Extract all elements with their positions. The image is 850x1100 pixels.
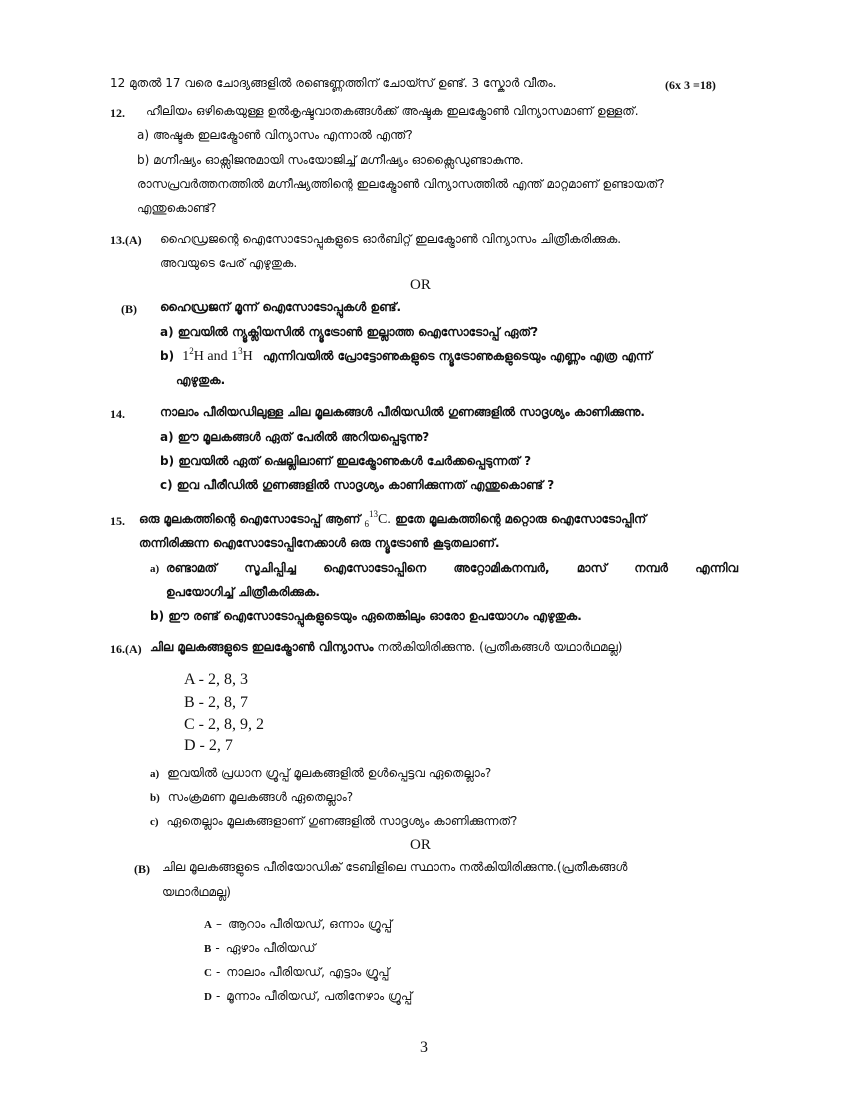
q12-stem: ഹീലിയം ഒഴികെയുള്ള ഉൽകൃഷ്ടവാതകങ്ങൾക്ക് അഷ്ടക ഇലക്ട്രോൺ വിന്യാസമാണ് ഉള്ളത്. <box>146 104 639 118</box>
q15-part-a <box>150 562 167 575</box>
q15-part-b: b) ഈ രണ്ട് ഐസോടോപ്പുകളുടെയും ഏതെങ്കിലും ഓരോ ഉപയോഗം എഴുതുക. <box>150 609 582 623</box>
q12-number: 12. <box>110 106 125 120</box>
q14-part-a: a) ഈ മൂലകങ്ങൾ ഏത് പേരിൽ അറിയപ്പെടുന്നു? <box>160 430 430 444</box>
config-B: B - 2, 8, 7 <box>184 694 248 711</box>
q14-part-c: c) ഇവ പീരീഡിൽ ഗുണങ്ങളിൽ സാദൃശ്യം കാണിക്കുന്നത് എന്തുകൊണ്ട് ? <box>160 478 555 492</box>
q13a-line2: അവയുടെ പേര് എഴുതുക. <box>160 256 298 270</box>
q15-part-a-line2: ഉപയോഗിച്ച് ചിത്രീകരിക്കുക. <box>166 585 320 599</box>
instruction-text: 12 മുതൽ 17 വരെ ചോദ്യങ്ങളിൽ രണ്ടെണ്ണത്തിന് ചോയ്സ് ഉണ്ട്. 3 സ്കോർ വീതം. <box>110 76 557 90</box>
config-A: A - 2, 8, 3 <box>184 671 248 688</box>
q12-part-b-line1: b) മഗ്നീഷ്യം ഓക്സിജനുമായി സംയോജിച്ച് മഗ്നീഷ്യം ഓക്സൈഡുണ്ടാകുന്നു. <box>137 153 524 167</box>
q16a-part-b: b) സംക്രമണ മൂലകങ്ങൾ ഏതെല്ലാം? <box>150 790 354 804</box>
q13a-number: 13.(A) <box>110 233 142 247</box>
q16a-number: 16.(A) <box>110 642 142 656</box>
q14-number: 14. <box>110 407 125 421</box>
q13b-stem: ഹൈഡ്രജന് മൂന്ന് ഐസോടോപ്പുകൾ ഉണ്ട്. <box>160 300 402 314</box>
q14-stem: നാലാം പീരിയഡിലുള്ള ചില മൂലകങ്ങൾ പീരിയഡിൽ ഗുണങ്ങളിൽ സാദൃശ്യം കാണിക്കുന്നു. <box>160 405 645 419</box>
q12-part-b-line2: രാസപ്രവർത്തനത്തിൽ മഗ്നീഷ്യത്തിന്റെ ഇലക്ട്രോൺ വിന്യാസത്തിൽ എന്ത് മാറ്റമാണ് ഉണ്ടായത്? <box>137 177 665 191</box>
q16a-part-a: a) ഇവയിൽ പ്രധാന ഗ്രൂപ്പ് മൂലകങ്ങളിൽ ഉൾപ്പെട്ടവ ഏതെല്ലാം? <box>150 766 492 780</box>
q13b-part-b-line2: എഴുതുക. <box>176 373 226 387</box>
q12-part-a: a) അഷ്ടക ഇലക്ട്രോൺ വിന്യാസം എന്നാൽ എന്ത്? <box>137 128 413 142</box>
position-A: A – ആറാം പീരിയഡ്, ഒന്നാം ഗ്രൂപ്പ് <box>204 917 393 931</box>
isotope-carbon-13: $_6^{13}$C. <box>364 509 391 529</box>
q16a-stem: ചില മൂലകങ്ങളുടെ ഇലക്ട്രോൺ വിന്യാസം നൽകിയിരിക്കുന്നു. (പ്രതീകങ്ങൾ യഥാർഥമല്ല) <box>150 640 623 654</box>
q15-stem-line1: ഒരു മൂലകത്തിന്റെ ഐസോടോപ്പ് ആണ് $_6^{13}$C. ഇതേ മൂലകത്തിന്റെ മറ്റൊരു ഐസോടോപ്പിന് <box>139 509 647 529</box>
q12-part-b-line3: എന്തുകൊണ്ട്? <box>137 201 217 215</box>
q15-stem-line2: തന്നിരിക്കുന്ന ഐസോടോപ്പിനേക്കാൾ ഒരു ന്യൂട്രോൺ കൂടുതലാണ്. <box>139 536 500 550</box>
q16b-stem-line2: യഥാർഥമല്ല) <box>162 885 231 899</box>
position-C: C - നാലാം പീരിയഡ്, എട്ടാം ഗ്രൂപ്പ് <box>204 965 390 979</box>
page-number: 3 <box>420 1039 428 1056</box>
q13b-part-b-text: എന്നിവയിൽ പ്രോട്ടോണുകളുടെ ന്യൂട്രോണുകളുടെയും എണ്ണം എത്ര എന്ന് <box>262 349 652 363</box>
q16b-stem-line1: ചില മൂലകങ്ങളുടെ പീരിയോഡിക് ടേബിളിലെ സ്ഥാനം നൽകിയിരിക്കുന്നു.(പ്രതീകങ്ങൾ <box>162 860 628 874</box>
q15-part-a-line1: രണ്ടാമത് സൂചിപ്പിച്ച ഐസോടോപ്പിനെ അറ്റോമികനമ്പർ, മാസ് നമ്പർ എന്നിവ <box>166 561 738 575</box>
q16a-part-c: c) ഏതെല്ലാം മൂലകങ്ങളാണ് ഗുണങ്ങളിൽ സാദൃശ്യം കാണിക്കുന്നത്? <box>150 814 518 828</box>
q16-or-divider: OR <box>410 837 431 853</box>
isotope-deuterium: $1^2H$ and $1^3H$ <box>182 346 253 364</box>
q14-part-b: b) ഇവയിൽ ഏത് ഷെല്ലിലാണ് ഇലക്ട്രോണുകൾ ചേർക്കപ്പെടുന്നത് ? <box>160 454 532 468</box>
position-D: D - മൂന്നാം പീരിയഡ്, പതിനേഴാം ഗ്രൂപ്പ് <box>204 989 413 1003</box>
q16b-label: (B) <box>134 862 150 876</box>
q13-or-divider: OR <box>410 277 431 293</box>
q13a-line1: ഹൈഡ്രജന്റെ ഐസോടോപ്പുകളുടെ ഓർബിറ്റ് ഇലക്ട്രോൺ വിന്യാസം ചിത്രീകരിക്കുക. <box>160 232 622 246</box>
q13b-part-b-label: b) <box>160 349 175 363</box>
section-instruction <box>110 77 556 89</box>
q13b-label: (B) <box>121 302 137 316</box>
position-B: B - ഏഴാം പീരിയഡ് <box>204 941 316 955</box>
q13b-part-b <box>160 346 652 364</box>
config-C: C - 2, 8, 9, 2 <box>184 716 264 733</box>
q15-part-a-label: a) <box>150 563 160 575</box>
config-D: D - 2, 7 <box>184 737 233 754</box>
q15-number: 15. <box>110 514 125 528</box>
section-marks: (6x 3 =18) <box>665 78 716 92</box>
q13b-part-a: a) ഇവയിൽ ന്യൂക്ലിയസിൽ ന്യൂട്രോൺ ഇല്ലാത്ത ഐസോടോപ്പ് ഏത്? <box>160 325 539 339</box>
